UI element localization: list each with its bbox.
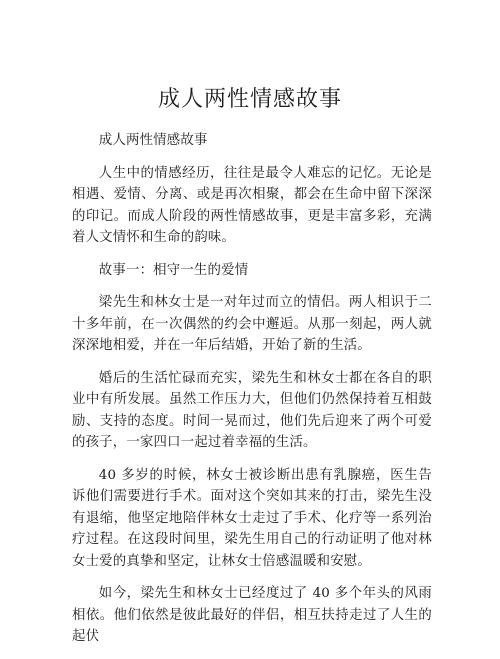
document-subtitle: 成人两性情感故事 xyxy=(98,133,208,148)
story-paragraph: 40 多岁的时候，林女士被诊断出患有乳腺癌，医生告诉他们需要进行手术。面对这个突如其来的打击，梁先生没有退缩，他坚定地陪伴林女士走过了手术、化疗等一系列治疗过程。在这段时间里，梁先生用自己的行动证明了他对林女士爱的真挚和坚定，让林女士倍感温暖和安慰。 xyxy=(72,467,432,569)
story-paragraph: 婚后的生活忙碌而充实，梁先生和林女士都在各自的职业中有所发展。虽然工作压力大，但他们仍然保持着互相鼓励、支持的态度。时间一晃而过，他们先后迎来了两个可爱的孩子，一家四口一起过着幸福的生活。 xyxy=(72,370,432,450)
story-heading: 故事一：相守一生的爱情 xyxy=(98,262,249,278)
story-paragraph: 梁先生和林女士是一对年过而立的情侣。两人相识于二十多年前，在一次偶然的约会中邂逅。从那一刻起，两人就深深地相爱，并在一年后结婚，开始了新的生活。 xyxy=(72,295,432,353)
intro-paragraph: 人生中的情感经历，往往是最令人难忘的记忆。无论是相遇、爱情、分离、或是再次相聚，都会在生命中留下深深的印记。而成人阶段的两性情感故事，更是丰富多彩，充满着人文情怀和生命的韵味。 xyxy=(72,165,432,245)
story-paragraph: 如今，梁先生和林女士已经度过了 40 多个年头的风雨相依。他们依然是彼此最好的伴侣，相互扶持走过了人生的起伏 xyxy=(72,586,432,644)
document-body xyxy=(72,130,432,659)
document-title: 成人两性情感故事 xyxy=(157,87,342,112)
